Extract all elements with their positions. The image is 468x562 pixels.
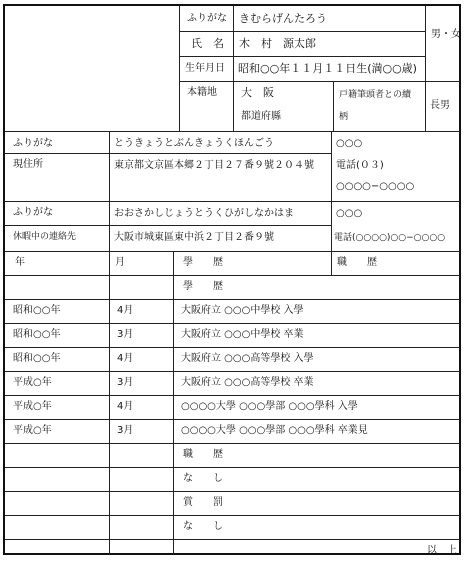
awards-none: な し [183, 521, 223, 532]
history-row-text: ○○○○大學 ○○○學部 ○○○學科 卒業見 [181, 425, 368, 436]
vacation-phone-placeholder: ○○○ [336, 208, 363, 219]
relation-value: 長男 [430, 100, 450, 111]
history-header: 學 歴 [183, 257, 223, 268]
month-header: 月 [115, 257, 125, 268]
history-row-text: ○○○○大學 ○○○學部 ○○○學科 入學 [181, 401, 358, 412]
address-phone-area: 電話(０３) [336, 160, 384, 171]
history-row-month: 3月 [117, 425, 134, 436]
vacation-address: 大阪市城東區東中浜２丁目２番９號 [114, 232, 274, 243]
history-row-month: 4月 [117, 305, 134, 316]
history-row-year: 昭和○○年 [13, 353, 61, 364]
history-row-year: 昭和○○年 [13, 329, 61, 340]
address-value: 東京都文京區本郷２丁目２７番９號２０４號 [114, 160, 314, 171]
history-row-text: 大阪府立 ○○○中學校 卒業 [181, 329, 304, 340]
domicile-label: 本籍地 [187, 87, 217, 98]
address-label: 現住所 [13, 159, 43, 170]
history-row-year: 平成○年 [13, 401, 52, 412]
address-furigana-label: ふりがな [13, 138, 53, 149]
domicile-pref: 大 阪 [241, 86, 274, 99]
work-none: な し [183, 473, 223, 484]
education-section-title: 學 歴 [183, 281, 223, 292]
history-row-month: 3月 [117, 329, 134, 340]
resume-form [3, 4, 461, 555]
domicile-suffix: 都道府縣 [241, 111, 281, 122]
vacation-furigana-label: ふりがな [13, 207, 53, 218]
history-row-year: 平成○年 [13, 425, 52, 436]
address-phone-placeholder: ○○○ [336, 138, 363, 149]
furigana-label: ふりがな [187, 13, 227, 24]
vacation-label: 休暇中の連絡先 [13, 232, 77, 242]
relation-label-suffix: 柄 [339, 112, 349, 122]
vacation-furigana: おおさかしじょうとうくひがしなかはま [114, 208, 294, 219]
address-furigana: とうきょうとぶんきょうくほんごう [114, 138, 274, 149]
birth-label: 生年月日 [185, 63, 225, 74]
history-row-year: 平成○年 [13, 377, 52, 388]
birth-value: 昭和○○年１１月１１日生(満○○歳) [238, 62, 417, 75]
name-value: 木 村 源太郎 [239, 37, 316, 50]
history-row-text: 大阪府立 ○○○高等學校 卒業 [181, 377, 314, 388]
work-section-title: 職 歴 [183, 449, 223, 460]
vacation-phone: 電話(○○○○)○○−○○○○ [334, 233, 446, 243]
history-row-month: 3月 [117, 377, 134, 388]
address-phone-number: ○○○○−○○○○ [336, 181, 415, 192]
gender-selector: 男・女 [431, 29, 461, 40]
relation-label: 戸籍筆頭者との續 [339, 90, 412, 100]
end-mark: 以 上 [427, 545, 457, 556]
furigana-name: きむらげんたろう [239, 12, 327, 25]
name-label: 氏 名 [191, 37, 224, 50]
awards-section-title: 賞 罰 [183, 497, 223, 508]
history-row-year: 昭和○○年 [13, 305, 61, 316]
history-row-text: 大阪府立 ○○○中學校 入學 [181, 305, 304, 316]
history-row-month: 4月 [117, 353, 134, 364]
year-header: 年 [15, 257, 25, 268]
work-history-header: 職 歴 [337, 257, 377, 268]
history-row-text: 大阪府立 ○○○高等學校 入學 [181, 353, 314, 364]
history-row-month: 4月 [117, 401, 134, 412]
